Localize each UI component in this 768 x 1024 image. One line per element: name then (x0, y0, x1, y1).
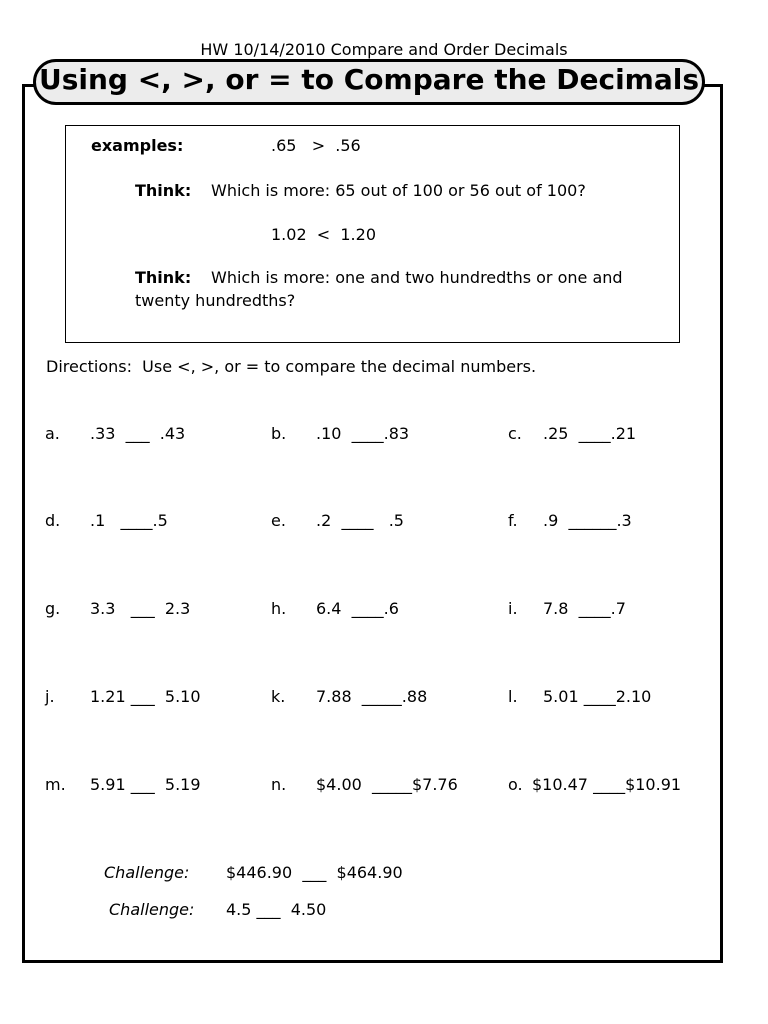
challenge-label: Challenge: (109, 900, 195, 919)
think-label-1: Think: (135, 181, 192, 200)
problem-letter: j. (45, 687, 55, 706)
challenge-label: Challenge: (104, 863, 190, 882)
problem-letter: n. (271, 775, 287, 794)
problem-text: 1.21 ___ 5.10 (90, 687, 201, 706)
problem-text: 3.3 ___ 2.3 (90, 599, 191, 618)
problem-text: .25 ____.21 (543, 424, 637, 443)
problem-text: .2 ____ .5 (316, 511, 404, 530)
challenge-text: 4.5 ___ 4.50 (226, 900, 327, 919)
problem-letter: m. (45, 775, 66, 794)
problem-text: .10 ____.83 (316, 424, 410, 443)
problem-letter: d. (45, 511, 61, 530)
problem-text: 5.01 ____2.10 (543, 687, 652, 706)
problem-letter: f. (508, 511, 518, 530)
problem-text: .1 ____.5 (90, 511, 168, 530)
problem-text: 6.4 ____.6 (316, 599, 399, 618)
problem-letter: h. (271, 599, 287, 618)
page-header: HW 10/14/2010 Compare and Order Decimals (200, 40, 568, 59)
directions: Directions: Use <, >, or = to compare the decimal numbers. (46, 357, 537, 376)
problem-letter: g. (45, 599, 61, 618)
problem-text: $4.00 _____$7.76 (316, 775, 458, 794)
problem-text: .33 ___ .43 (90, 424, 186, 443)
challenge-text: $446.90 ___ $464.90 (226, 863, 403, 882)
think-text-1: Which is more: 65 out of 100 or 56 out of 100? (211, 181, 586, 200)
problem-text: $10.47 ____$10.91 (532, 775, 682, 794)
example-2: 1.02 < 1.20 (271, 225, 376, 244)
think-text-2-line2: twenty hundredths? (135, 291, 296, 310)
problem-letter: o. (508, 775, 523, 794)
problem-text: 5.91 ___ 5.19 (90, 775, 201, 794)
problem-letter: k. (271, 687, 286, 706)
problem-letter: e. (271, 511, 286, 530)
problem-letter: i. (508, 599, 518, 618)
problem-letter: l. (508, 687, 518, 706)
problem-letter: b. (271, 424, 287, 443)
examples-label: examples: (91, 136, 184, 155)
problem-text: 7.8 ____.7 (543, 599, 626, 618)
problem-text: 7.88 _____.88 (316, 687, 428, 706)
page-title: Using <, >, or = to Compare the Decimals (38, 63, 700, 96)
example-1: .65 > .56 (271, 136, 361, 155)
think-text-2-line1: Which is more: one and two hundredths or one and (211, 268, 623, 287)
problem-letter: c. (508, 424, 522, 443)
think-label-2: Think: (135, 268, 192, 287)
problem-text: .9 ______.3 (543, 511, 632, 530)
problem-letter: a. (45, 424, 60, 443)
